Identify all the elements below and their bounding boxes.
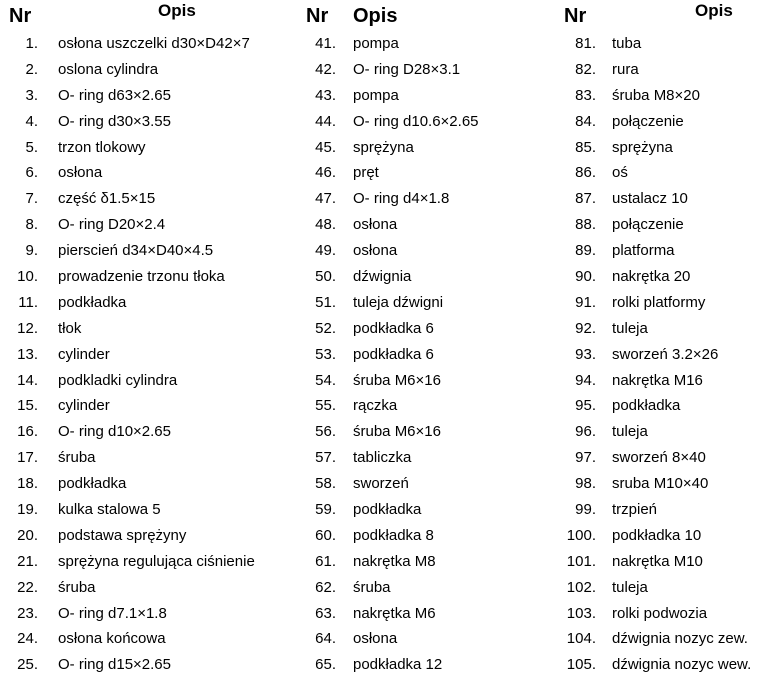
list-item bbox=[0, 627, 300, 653]
list-item bbox=[558, 498, 777, 524]
part-number: 94. bbox=[575, 371, 596, 389]
part-number: 103. bbox=[566, 604, 596, 622]
part-number: 84. bbox=[575, 112, 596, 130]
part-number: 89. bbox=[575, 242, 596, 260]
part-description: O- ring d4×1.8 bbox=[353, 190, 450, 208]
part-number: 45. bbox=[315, 138, 336, 156]
list-item bbox=[0, 110, 300, 136]
opis-header: Opis bbox=[353, 5, 398, 27]
part-description: rączka bbox=[353, 397, 398, 415]
list-item bbox=[0, 472, 300, 498]
part-number: 19. bbox=[17, 501, 38, 519]
list-item bbox=[558, 187, 777, 213]
part-number: 104. bbox=[566, 630, 596, 648]
list-item bbox=[0, 369, 300, 395]
list-item bbox=[558, 343, 777, 369]
part-number: 99. bbox=[575, 501, 596, 519]
part-description: tuleja bbox=[612, 578, 648, 596]
list-item bbox=[558, 136, 777, 162]
nr-header: Nr bbox=[9, 5, 32, 27]
part-number: 8. bbox=[25, 216, 38, 234]
part-description: śruba bbox=[353, 578, 391, 596]
part-number: 10. bbox=[17, 268, 38, 286]
list-item bbox=[558, 420, 777, 446]
list-item bbox=[0, 343, 300, 369]
list-item bbox=[300, 84, 558, 110]
list-item bbox=[0, 576, 300, 602]
part-description: osłona bbox=[58, 164, 103, 182]
part-description: tuba bbox=[612, 35, 642, 52]
list-item bbox=[558, 317, 777, 343]
part-number: 12. bbox=[17, 319, 38, 337]
part-description: tabliczka bbox=[353, 449, 412, 467]
part-number: 98. bbox=[575, 475, 596, 493]
list-item bbox=[558, 265, 777, 291]
part-number: 49. bbox=[315, 242, 336, 260]
nr-header: Nr bbox=[306, 5, 329, 27]
list-item bbox=[0, 239, 300, 265]
part-number: 95. bbox=[575, 397, 596, 415]
part-description: śruba bbox=[58, 449, 96, 467]
part-number: 42. bbox=[315, 60, 336, 78]
part-description: O- ring d7.1×1.8 bbox=[58, 604, 167, 622]
part-number: 91. bbox=[575, 293, 596, 311]
list-item bbox=[300, 110, 558, 136]
parts-rows bbox=[558, 32, 777, 679]
part-description: sworzeń 8×40 bbox=[612, 449, 706, 467]
list-item bbox=[558, 213, 777, 239]
parts-rows bbox=[300, 32, 558, 679]
part-description: nakrętka M16 bbox=[612, 371, 703, 389]
part-number: 15. bbox=[17, 397, 38, 415]
part-number: 101. bbox=[566, 552, 596, 570]
list-item bbox=[300, 32, 558, 58]
part-number: 50. bbox=[315, 268, 336, 286]
part-number: 47. bbox=[315, 190, 336, 208]
list-item bbox=[558, 627, 777, 653]
list-item bbox=[558, 446, 777, 472]
part-number: 43. bbox=[315, 86, 336, 104]
list-item bbox=[0, 420, 300, 446]
part-number: 81. bbox=[575, 35, 596, 52]
part-description: tuleja bbox=[612, 319, 648, 337]
list-item bbox=[0, 58, 300, 84]
part-description: podkładka bbox=[58, 293, 127, 311]
part-number: 48. bbox=[315, 216, 336, 234]
part-description: podstawa sprężyny bbox=[58, 526, 187, 544]
part-description: O- ring d10×2.65 bbox=[58, 423, 171, 441]
list-item bbox=[558, 394, 777, 420]
part-description: podkładka 8 bbox=[353, 526, 434, 544]
part-description: sprężyna bbox=[612, 138, 673, 156]
list-item bbox=[300, 58, 558, 84]
part-number: 44. bbox=[315, 112, 336, 130]
list-item bbox=[300, 394, 558, 420]
part-description: tuleja bbox=[612, 423, 648, 441]
part-description: śruba bbox=[58, 578, 96, 596]
part-number: 55. bbox=[315, 397, 336, 415]
part-number: 96. bbox=[575, 423, 596, 441]
list-item bbox=[300, 369, 558, 395]
part-description: sruba M10×40 bbox=[612, 475, 709, 493]
part-number: 83. bbox=[575, 86, 596, 104]
part-description: cylinder bbox=[58, 397, 110, 415]
part-number: 86. bbox=[575, 164, 596, 182]
list-item bbox=[300, 498, 558, 524]
part-number: 102. bbox=[566, 578, 596, 596]
list-item bbox=[300, 317, 558, 343]
list-item bbox=[300, 161, 558, 187]
part-description: połączenie bbox=[612, 112, 684, 130]
part-number: 24. bbox=[17, 630, 38, 648]
part-number: 17. bbox=[17, 449, 38, 467]
part-description: połączenie bbox=[612, 216, 684, 234]
part-description: podkładka 12 bbox=[353, 656, 443, 674]
part-number: 4. bbox=[25, 112, 38, 130]
list-item bbox=[0, 394, 300, 420]
part-number: 46. bbox=[315, 164, 336, 182]
list-item bbox=[300, 576, 558, 602]
list-item bbox=[0, 136, 300, 162]
part-description: O- ring D20×2.4 bbox=[58, 216, 166, 234]
part-description: O- ring d15×2.65 bbox=[58, 656, 171, 674]
part-description: pompa bbox=[353, 86, 399, 104]
list-item bbox=[300, 472, 558, 498]
part-number: 62. bbox=[315, 578, 336, 596]
part-description: tłok bbox=[58, 319, 82, 337]
part-number: 3. bbox=[25, 86, 38, 104]
part-description: śruba M6×16 bbox=[353, 423, 441, 441]
list-item bbox=[0, 265, 300, 291]
list-item bbox=[558, 161, 777, 187]
part-description: rura bbox=[612, 60, 639, 78]
part-number: 6. bbox=[25, 164, 38, 182]
part-number: 97. bbox=[575, 449, 596, 467]
part-number: 93. bbox=[575, 345, 596, 363]
part-description: część δ1.5×15 bbox=[58, 190, 156, 208]
part-description: dźwignia bbox=[353, 268, 412, 286]
part-number: 105. bbox=[566, 656, 596, 674]
part-number: 5. bbox=[25, 138, 38, 156]
part-number: 65. bbox=[315, 656, 336, 674]
part-number: 7. bbox=[25, 190, 38, 208]
part-description: cylinder bbox=[58, 345, 110, 363]
list-item bbox=[300, 446, 558, 472]
part-description: tuleja dźwigni bbox=[353, 293, 444, 311]
list-item bbox=[558, 472, 777, 498]
list-item bbox=[558, 369, 777, 395]
part-number: 85. bbox=[575, 138, 596, 156]
part-description: podkładka 10 bbox=[612, 526, 702, 544]
list-item bbox=[0, 653, 300, 679]
list-item bbox=[558, 84, 777, 110]
part-description: nakrętka M8 bbox=[353, 552, 436, 570]
list-item bbox=[300, 420, 558, 446]
list-item bbox=[0, 161, 300, 187]
opis-header: Opis bbox=[695, 1, 733, 20]
part-description: oś bbox=[612, 164, 628, 182]
part-description: dźwignia nozyc zew. bbox=[612, 630, 748, 648]
list-item bbox=[558, 32, 777, 58]
part-description: osłona uszczelki d30×D42×7 bbox=[58, 35, 250, 52]
part-number: 54. bbox=[315, 371, 336, 389]
part-description: O- ring D28×3.1 bbox=[353, 60, 461, 78]
part-description: O- ring d63×2.65 bbox=[58, 86, 171, 104]
list-item bbox=[300, 524, 558, 550]
nr-header: Nr bbox=[564, 5, 587, 27]
part-number: 92. bbox=[575, 319, 596, 337]
list-item bbox=[0, 602, 300, 628]
list-item bbox=[558, 291, 777, 317]
list-item bbox=[0, 187, 300, 213]
list-item bbox=[558, 58, 777, 84]
part-description: sprężyna regulująca ciśnienie bbox=[58, 552, 255, 570]
part-description: platforma bbox=[612, 242, 675, 260]
part-description: podkładka 6 bbox=[353, 345, 434, 363]
part-description: nakrętka 20 bbox=[612, 268, 691, 286]
part-description: oslona cylindra bbox=[58, 60, 159, 78]
part-number: 9. bbox=[25, 242, 38, 260]
list-item bbox=[300, 239, 558, 265]
part-number: 14. bbox=[17, 371, 38, 389]
part-number: 88. bbox=[575, 216, 596, 234]
list-item bbox=[558, 524, 777, 550]
part-number: 90. bbox=[575, 268, 596, 286]
part-description: osłona bbox=[353, 630, 398, 648]
part-description: trzpień bbox=[612, 501, 658, 519]
part-number: 20. bbox=[17, 526, 38, 544]
part-description: śruba M6×16 bbox=[353, 371, 441, 389]
part-description: pierscień d34×D40×4.5 bbox=[58, 242, 214, 260]
part-description: śruba M8×20 bbox=[612, 86, 700, 104]
list-item bbox=[300, 627, 558, 653]
part-number: 87. bbox=[575, 190, 596, 208]
part-number: 16. bbox=[17, 423, 38, 441]
part-number: 63. bbox=[315, 604, 336, 622]
list-item bbox=[0, 524, 300, 550]
part-number: 57. bbox=[315, 449, 336, 467]
part-number: 2. bbox=[25, 60, 38, 78]
part-number: 100. bbox=[566, 526, 596, 544]
list-item bbox=[558, 602, 777, 628]
list-item bbox=[0, 32, 300, 58]
part-number: 22. bbox=[17, 578, 38, 596]
part-description: O- ring d30×3.55 bbox=[58, 112, 171, 130]
parts-rows bbox=[0, 32, 300, 679]
part-number: 25. bbox=[17, 656, 38, 674]
list-item bbox=[0, 317, 300, 343]
part-number: 18. bbox=[17, 475, 38, 493]
list-item bbox=[558, 110, 777, 136]
list-item bbox=[558, 576, 777, 602]
part-number: 41. bbox=[315, 35, 336, 52]
part-number: 11. bbox=[18, 293, 38, 311]
part-number: 21. bbox=[17, 552, 38, 570]
part-description: podkladki cylindra bbox=[58, 371, 178, 389]
part-number: 59. bbox=[315, 501, 336, 519]
part-description: podkładka bbox=[353, 501, 422, 519]
part-number: 56. bbox=[315, 423, 336, 441]
part-number: 58. bbox=[315, 475, 336, 493]
part-number: 82. bbox=[575, 60, 596, 78]
part-description: sprężyna bbox=[353, 138, 414, 156]
list-item bbox=[300, 550, 558, 576]
part-description: osłona bbox=[353, 242, 398, 260]
list-item bbox=[300, 136, 558, 162]
part-description: sworzeń 3.2×26 bbox=[612, 345, 719, 363]
part-description: osłona bbox=[353, 216, 398, 234]
list-item bbox=[300, 602, 558, 628]
part-description: nakrętka M6 bbox=[353, 604, 436, 622]
part-number: 64. bbox=[315, 630, 336, 648]
part-description: nakrętka M10 bbox=[612, 552, 703, 570]
list-item bbox=[0, 446, 300, 472]
part-description: ustalacz 10 bbox=[612, 190, 688, 208]
part-description: O- ring d10.6×2.65 bbox=[353, 112, 479, 130]
list-item bbox=[300, 187, 558, 213]
list-item bbox=[300, 343, 558, 369]
list-item bbox=[558, 653, 777, 679]
part-number: 1. bbox=[25, 35, 38, 52]
part-number: 23. bbox=[17, 604, 38, 622]
part-description: prowadzenie trzonu tłoka bbox=[58, 268, 225, 286]
list-item bbox=[300, 265, 558, 291]
part-number: 60. bbox=[315, 526, 336, 544]
list-item bbox=[558, 550, 777, 576]
part-number: 52. bbox=[315, 319, 336, 337]
part-description: podkładka bbox=[58, 475, 127, 493]
list-item bbox=[300, 291, 558, 317]
list-item bbox=[0, 84, 300, 110]
list-item bbox=[0, 213, 300, 239]
list-item bbox=[300, 213, 558, 239]
part-description: sworzeń bbox=[353, 475, 409, 493]
part-description: trzon tlokowy bbox=[58, 138, 146, 156]
list-item bbox=[300, 653, 558, 679]
part-description: osłona końcowa bbox=[58, 630, 166, 648]
part-description: podkładka 6 bbox=[353, 319, 434, 337]
part-number: 13. bbox=[17, 345, 38, 363]
part-description: dźwignia nozyc wew. bbox=[612, 656, 752, 674]
opis-header: Opis bbox=[158, 1, 196, 20]
part-number: 51. bbox=[315, 293, 336, 311]
list-item bbox=[0, 550, 300, 576]
part-number: 53. bbox=[315, 345, 336, 363]
part-description: pompa bbox=[353, 35, 399, 52]
part-description: podkładka bbox=[612, 397, 681, 415]
part-description: pręt bbox=[353, 164, 379, 182]
list-item bbox=[0, 498, 300, 524]
part-description: rolki platformy bbox=[612, 293, 706, 311]
part-description: rolki podwozia bbox=[612, 604, 708, 622]
list-item bbox=[558, 239, 777, 265]
list-item bbox=[0, 291, 300, 317]
part-description: kulka stalowa 5 bbox=[58, 501, 161, 519]
part-number: 61. bbox=[315, 552, 336, 570]
